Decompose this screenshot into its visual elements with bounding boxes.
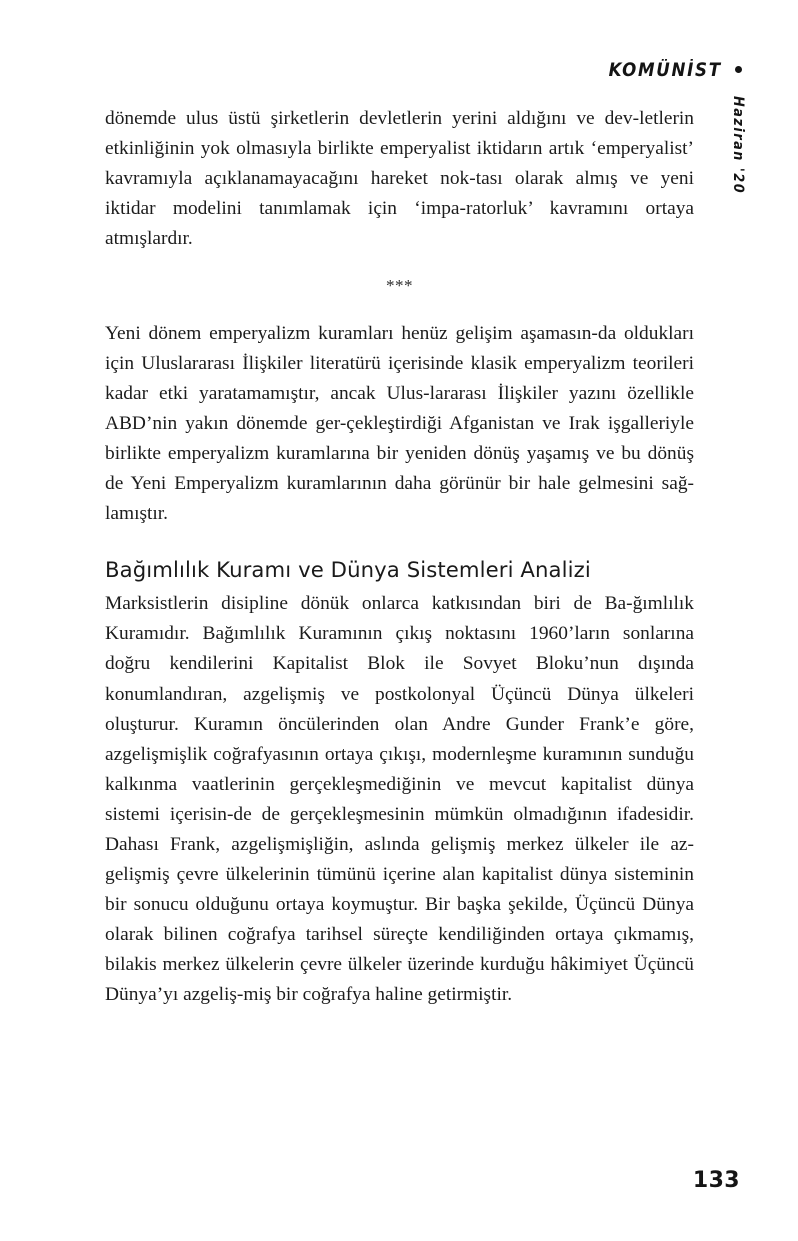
page-number: 133 bbox=[692, 1168, 740, 1193]
paragraph-dependency-theory: Marksistlerin disipline dönük onlarca katkısından biri de Ba-ğımlılık Kuramıdır. Bağımlılık Kuramının çıkış noktasını 1960’ların sonlarına doğru kendilerini Kapitalist Blok ile Sovyet Bloku’nun dışında konumlandıran, azgelişmiş ve postkolonyal Üçüncü Dünya ülkeleri oluşturur. Kuramın öncülerinden olan Andre Gunder Frank’e göre, azgelişmişlik coğrafyasının ortaya çıkışı, modernleşme kuramının sunduğu kalkınma vaatlerinin gerçekleşmediğinin ve mevcut kapitalist dünya sistemi içerisin-de de gerçekleşmesinin mümkün olmadığının ifadesidir. Dahası Frank, azgelişmişliğin, aslında gelişmiş merkez ülkeler ile az-gelişmiş çevre ülkelerinin tümünü içerine alan kapitalist dünya sisteminin bir sonucu olduğunu ortaya koymuştur. Bir başka şekilde, Üçüncü Dünya olarak bilinen coğrafya tarihsel süreçte kendiliğinden ortaya çıkmamış, bilakis merkez ülkelerin çevre ülkeler üzerinde kurduğu hâkimiyet Üçüncü Dünya’yı azgeliş-miş bir coğrafya haline getirmiştir. bbox=[105, 593, 694, 1006]
section-divider: *** bbox=[386, 276, 413, 296]
spacer bbox=[105, 529, 694, 555]
section-heading: Bağımlılık Kuramı ve Dünya Sistemleri Analizi bbox=[105, 557, 591, 583]
publication-title: KOMÜNİST bbox=[608, 59, 722, 81]
bullet-dot-icon bbox=[735, 66, 742, 73]
spacer bbox=[105, 254, 694, 271]
paragraph-continuation: dönemde ulus üstü şirketlerin devletlerin yerini aldığını ve dev-letlerin etkinliğinin yok olmasıyla birlikte emperyalist iktidarın artık ‘emperyalist’ kavramıyla açıklanamayacağını hareket nok-tası olarak almış ve yeni iktidar modelini tanımlamak için ‘impa-ratorluk’ kavramını ortaya atmışlardır. bbox=[105, 108, 694, 250]
spacer bbox=[105, 302, 694, 319]
issue-date: Haziran '20 bbox=[730, 96, 746, 195]
running-head bbox=[596, 57, 742, 83]
issue-date-container bbox=[726, 96, 748, 206]
text-column bbox=[105, 104, 694, 1011]
paragraph-new-imperialism: Yeni dönem emperyalizm kuramları henüz gelişim aşamasın-da oldukları için Uluslararası İlişkiler literatürü içerisinde klasik emperyalizm teorileri kadar etki yaratamamıştır, ancak Ulus-lararası İlişkiler yazını özellikle ABD’nin yakın dönemde ger-çekleştirdiği Afganistan ve Irak işgalleriyle birlikte emperyalizm kuramlarına bir yeniden dönüş yaşamış ve bu dönüş de Yeni Emperyalizm kuramlarının daha görünür bir hale gelmesini sağ-lamıştır. bbox=[105, 322, 694, 525]
